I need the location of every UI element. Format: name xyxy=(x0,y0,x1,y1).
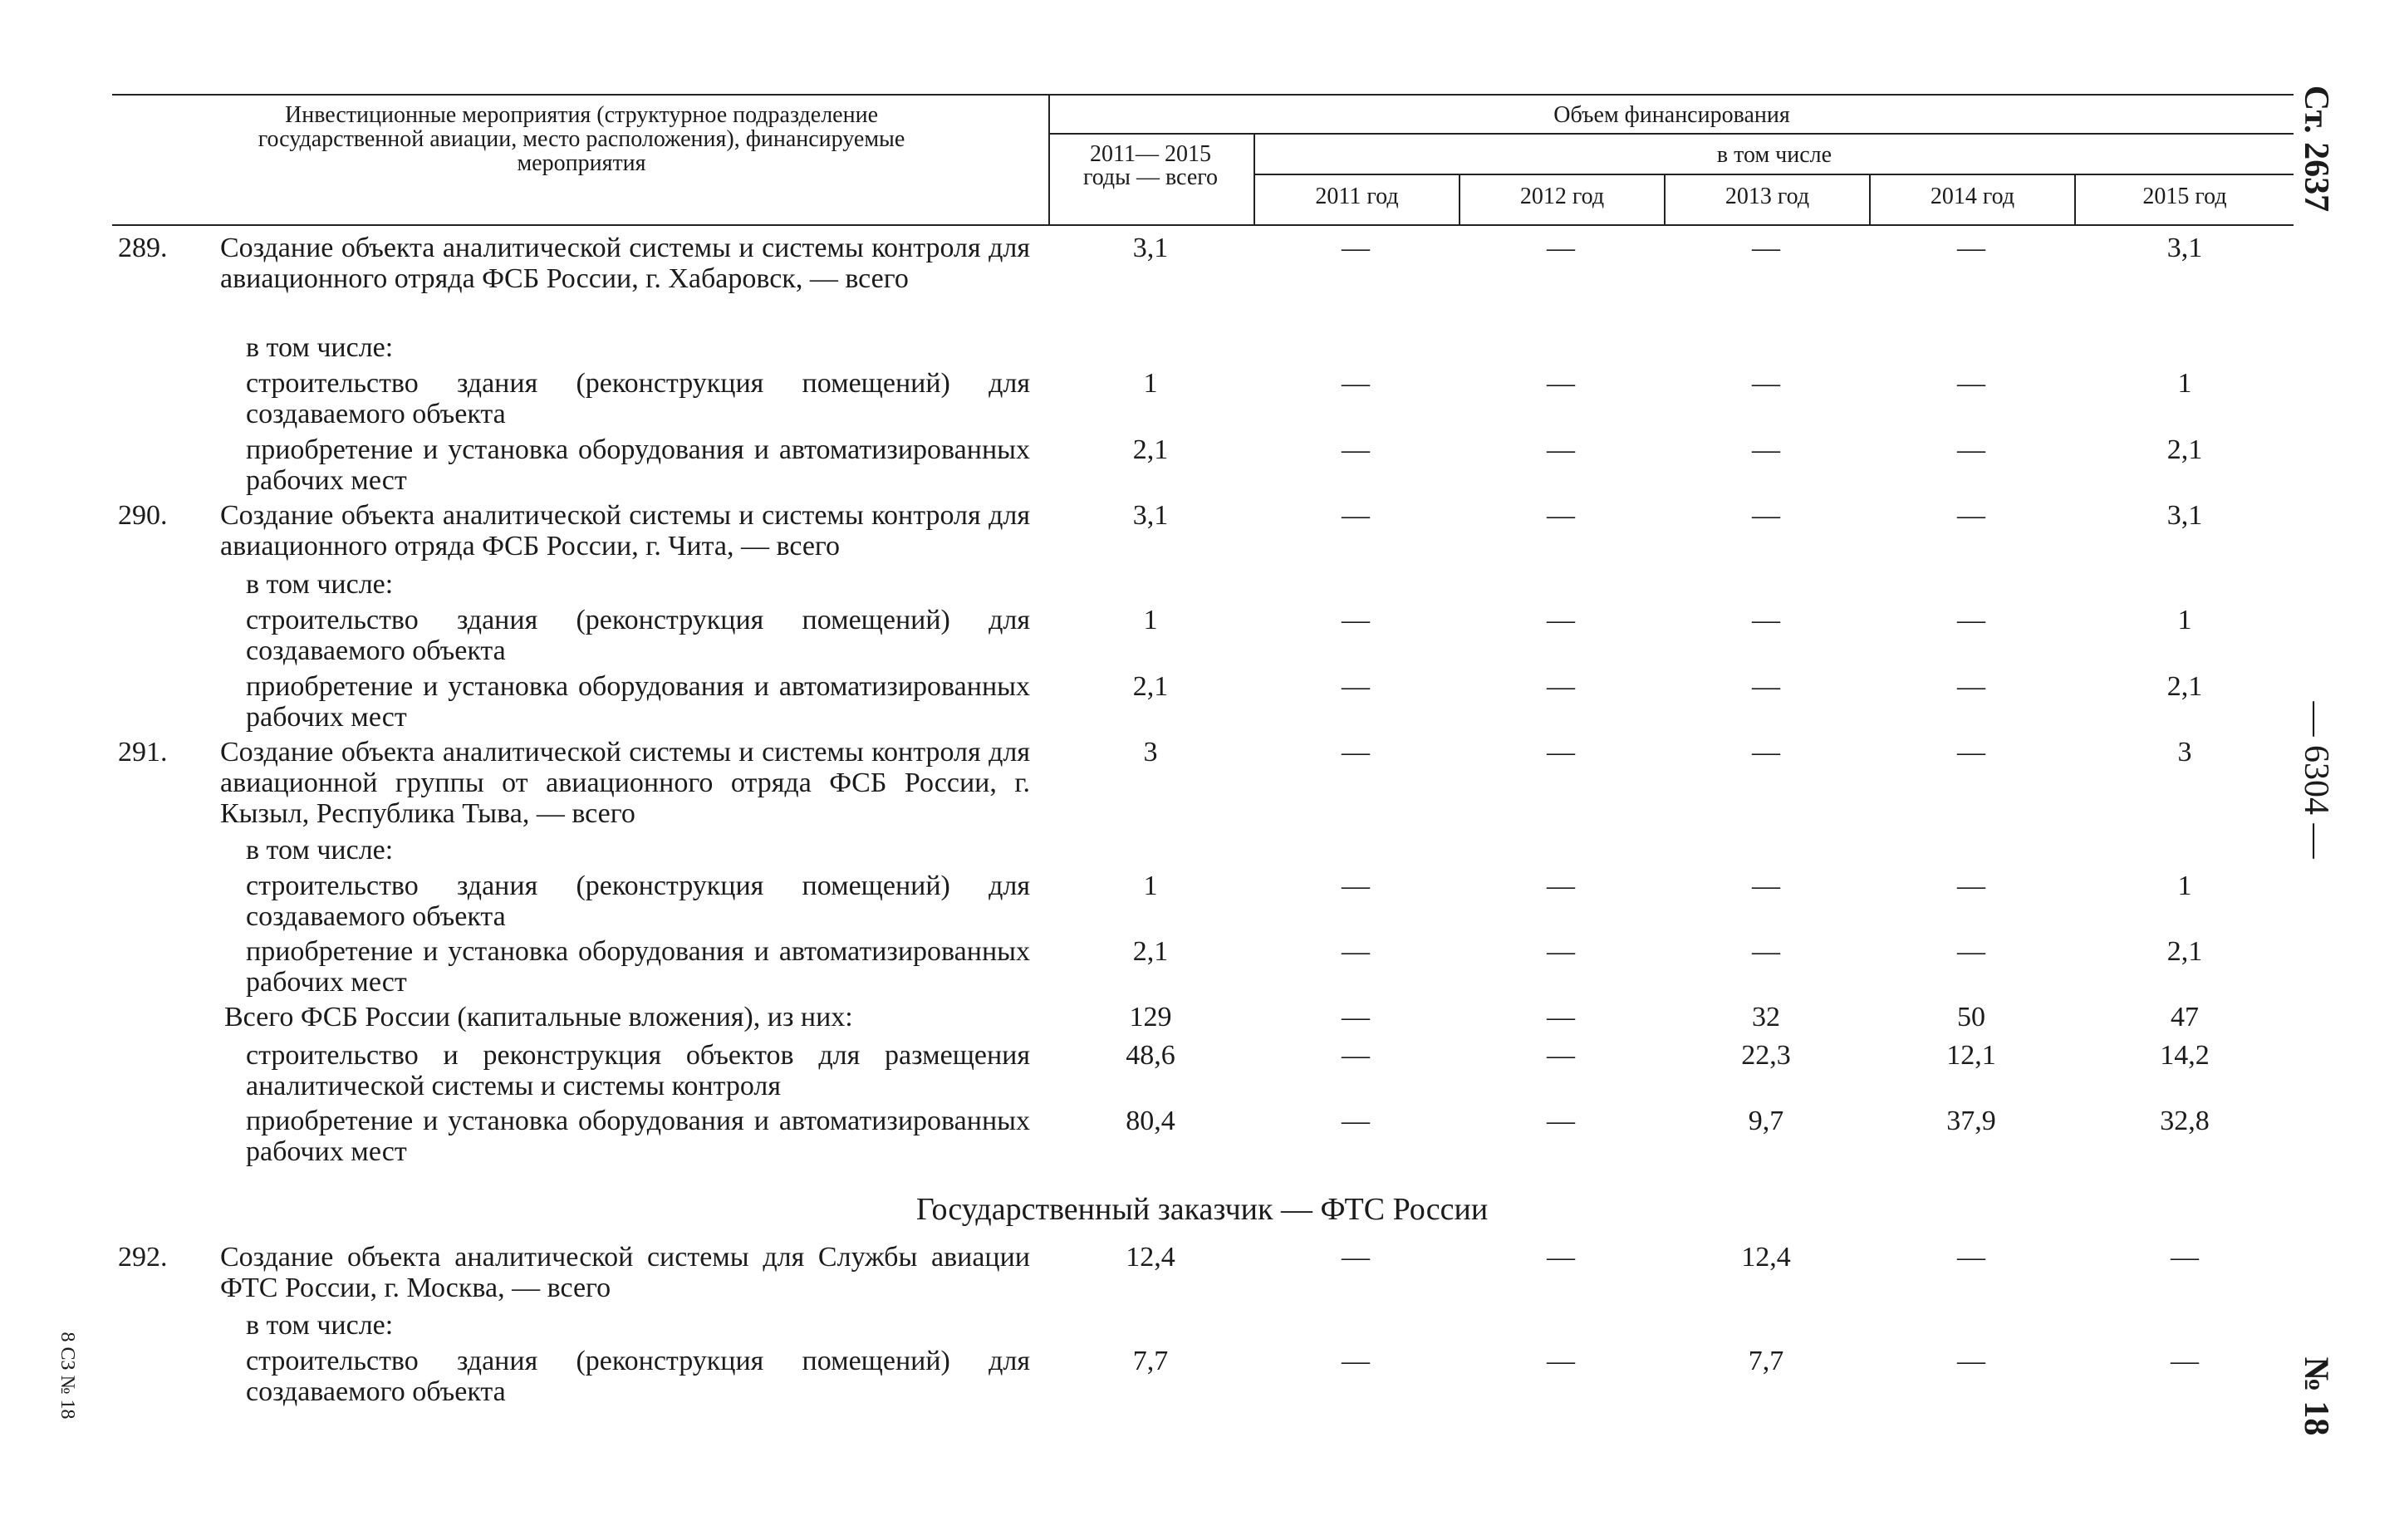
header-year-2011: 2011 год xyxy=(1315,184,1399,209)
value-year-2013: — xyxy=(1752,671,1780,702)
header-year-2014: 2014 год xyxy=(1930,184,2015,209)
item-component: Всего ФСБ России (капитальные вложения), из них: xyxy=(224,1002,853,1032)
value-year-2013: — xyxy=(1752,871,1780,901)
value-year-2011: — xyxy=(1342,671,1370,702)
value-year-2015: — xyxy=(2171,1346,2199,1376)
header-year-2015: 2015 год xyxy=(2142,184,2227,209)
value-total: 3,1 xyxy=(1132,233,1169,263)
item-component: приобретение и установка оборудования и автоматизированных рабочих мест xyxy=(246,434,1030,496)
value-total: 2,1 xyxy=(1132,671,1169,702)
row-number: 290. xyxy=(118,500,168,531)
item-component: строительство и реконструкция объектов для размещения аналитической системы и системы контроля xyxy=(246,1040,1030,1101)
item-title: Создание объекта аналитической системы и системы контроля для авиационной группы от авиационного отряда ФСБ России, г. Кызыл, Республика Тыва, — всего xyxy=(220,737,1030,829)
item-subheading: в том числе: xyxy=(246,835,394,866)
value-year-2012: — xyxy=(1547,500,1575,531)
value-year-2014: 50 xyxy=(1957,1002,1985,1032)
item-title: Создание объекта аналитической системы для Службы авиации ФТС России, г. Москва, — всего xyxy=(220,1242,1030,1303)
value-year-2012: — xyxy=(1547,737,1575,768)
value-year-2012: — xyxy=(1547,233,1575,263)
item-component: приобретение и установка оборудования и автоматизированных рабочих мест xyxy=(246,936,1030,998)
value-year-2011: — xyxy=(1342,233,1370,263)
value-total: 129 xyxy=(1129,1002,1172,1032)
row-number: 289. xyxy=(118,233,168,263)
issue-number: № 18 xyxy=(2297,1356,2335,1436)
value-year-2013: — xyxy=(1752,936,1780,967)
including-sub-rule xyxy=(1254,174,2294,175)
header-funding: Объем финансирования xyxy=(1553,102,1790,128)
value-year-2013: — xyxy=(1752,605,1780,635)
item-subheading: в том числе: xyxy=(246,332,394,363)
value-year-2015: 1 xyxy=(2177,368,2192,399)
value-year-2012: — xyxy=(1547,936,1575,967)
value-year-2015: 3,1 xyxy=(2166,233,2203,263)
value-total: 1 xyxy=(1143,871,1158,901)
value-year-2011: — xyxy=(1342,1346,1370,1376)
item-title: Создание объекта аналитической системы и системы контроля для авиационного отряда ФСБ России, г. Чита, — всего xyxy=(220,500,1030,562)
value-year-2011: — xyxy=(1342,1106,1370,1136)
value-year-2015: — xyxy=(2171,1242,2199,1273)
page-number: — 6304 — xyxy=(2297,701,2335,859)
value-year-2011: — xyxy=(1342,871,1370,901)
value-year-2014: — xyxy=(1957,936,1985,967)
value-year-2013: — xyxy=(1752,434,1780,465)
value-year-2015: 1 xyxy=(2177,871,2192,901)
header-year-2012: 2012 год xyxy=(1519,184,1605,209)
item-component: строительство здания (реконструкция помещений) для создаваемого объекта xyxy=(246,605,1030,666)
value-total: 2,1 xyxy=(1132,936,1169,967)
table-header-rule xyxy=(112,224,2294,226)
value-year-2014: — xyxy=(1957,871,1985,901)
header-year-2013: 2013 год xyxy=(1725,184,1810,209)
value-year-2013: 32 xyxy=(1752,1002,1780,1032)
value-year-2013: 9,7 xyxy=(1748,1106,1784,1136)
value-year-2011: — xyxy=(1342,605,1370,635)
header-total: 2011— 2015 годы — всего xyxy=(1082,141,1219,190)
value-year-2012: — xyxy=(1547,1002,1575,1032)
item-subheading: в том числе: xyxy=(246,1310,394,1341)
item-component: приобретение и установка оборудования и автоматизированных рабочих мест xyxy=(246,671,1030,733)
value-total: 80,4 xyxy=(1126,1106,1175,1136)
value-year-2014: — xyxy=(1957,368,1985,399)
value-year-2012: — xyxy=(1547,671,1575,702)
value-year-2012: — xyxy=(1547,1242,1575,1273)
value-year-2011: — xyxy=(1342,1242,1370,1273)
item-component: строительство здания (реконструкция помещений) для создаваемого объекта xyxy=(246,1346,1030,1407)
value-year-2012: — xyxy=(1547,434,1575,465)
value-year-2014: — xyxy=(1957,605,1985,635)
item-subheading: в том числе: xyxy=(246,569,394,600)
value-year-2013: — xyxy=(1752,500,1780,531)
value-year-2015: 2,1 xyxy=(2166,671,2203,702)
value-year-2015: 2,1 xyxy=(2166,936,2203,967)
footnote-signature: 8 СЗ № 18 xyxy=(56,1332,78,1420)
value-year-2014: — xyxy=(1957,500,1985,531)
value-year-2014: — xyxy=(1957,434,1985,465)
section-heading: Государственный заказчик — ФТС России xyxy=(915,1192,1489,1227)
value-total: 2,1 xyxy=(1132,434,1169,465)
value-year-2014: 12,1 xyxy=(1946,1040,1996,1071)
value-year-2011: — xyxy=(1342,368,1370,399)
table-top-rule xyxy=(112,94,2294,96)
header-description: Инвестиционные мероприятия (структурное подразделение государственной авиации, место расположения), финансируемые мероприятия xyxy=(258,102,905,176)
value-year-2011: — xyxy=(1342,434,1370,465)
item-component: строительство здания (реконструкция помещений) для создаваемого объекта xyxy=(246,871,1030,932)
value-year-2013: — xyxy=(1752,737,1780,768)
value-total: 12,4 xyxy=(1126,1242,1175,1273)
value-total: 3,1 xyxy=(1132,500,1169,531)
value-year-2015: 1 xyxy=(2177,605,2192,635)
value-year-2011: — xyxy=(1342,1040,1370,1071)
value-year-2015: 32,8 xyxy=(2160,1106,2210,1136)
value-total: 1 xyxy=(1143,605,1158,635)
value-year-2014: — xyxy=(1957,1346,1985,1376)
value-year-2014: — xyxy=(1957,1242,1985,1273)
item-component: строительство здания (реконструкция помещений) для создаваемого объекта xyxy=(246,368,1030,429)
value-year-2012: — xyxy=(1547,605,1575,635)
header-including: в том числе xyxy=(1716,142,1832,168)
value-total: 7,7 xyxy=(1132,1346,1169,1376)
value-year-2011: — xyxy=(1342,1002,1370,1032)
value-year-2013: — xyxy=(1752,233,1780,263)
value-total: 48,6 xyxy=(1126,1040,1175,1071)
value-year-2014: — xyxy=(1957,737,1985,768)
value-year-2014: — xyxy=(1957,233,1985,263)
value-year-2012: — xyxy=(1547,368,1575,399)
funding-sub-rule xyxy=(1048,133,2294,135)
value-total: 1 xyxy=(1143,368,1158,399)
page-reference: Ст. 2637 xyxy=(2297,85,2335,213)
value-year-2011: — xyxy=(1342,500,1370,531)
value-year-2011: — xyxy=(1342,737,1370,768)
row-number: 292. xyxy=(118,1242,168,1273)
row-number: 291. xyxy=(118,737,168,768)
value-year-2014: 37,9 xyxy=(1946,1106,1996,1136)
value-year-2015: 3 xyxy=(2177,737,2192,768)
value-year-2012: — xyxy=(1547,1106,1575,1136)
value-year-2013: 22,3 xyxy=(1741,1040,1791,1071)
value-year-2015: 2,1 xyxy=(2166,434,2203,465)
value-year-2011: — xyxy=(1342,936,1370,967)
value-year-2015: 3,1 xyxy=(2166,500,2203,531)
value-year-2015: 14,2 xyxy=(2160,1040,2210,1071)
value-year-2012: — xyxy=(1547,1346,1575,1376)
value-year-2013: 12,4 xyxy=(1741,1242,1791,1273)
value-year-2013: 7,7 xyxy=(1748,1346,1784,1376)
item-component: приобретение и установка оборудования и автоматизированных рабочих мест xyxy=(246,1106,1030,1167)
value-year-2012: — xyxy=(1547,871,1575,901)
value-year-2014: — xyxy=(1957,671,1985,702)
item-title: Создание объекта аналитической системы и системы контроля для авиационного отряда ФСБ России, г. Хабаровск, — всего xyxy=(220,233,1030,294)
value-year-2012: — xyxy=(1547,1040,1575,1071)
value-year-2015: 47 xyxy=(2171,1002,2199,1032)
value-total: 3 xyxy=(1143,737,1158,768)
value-year-2013: — xyxy=(1752,368,1780,399)
